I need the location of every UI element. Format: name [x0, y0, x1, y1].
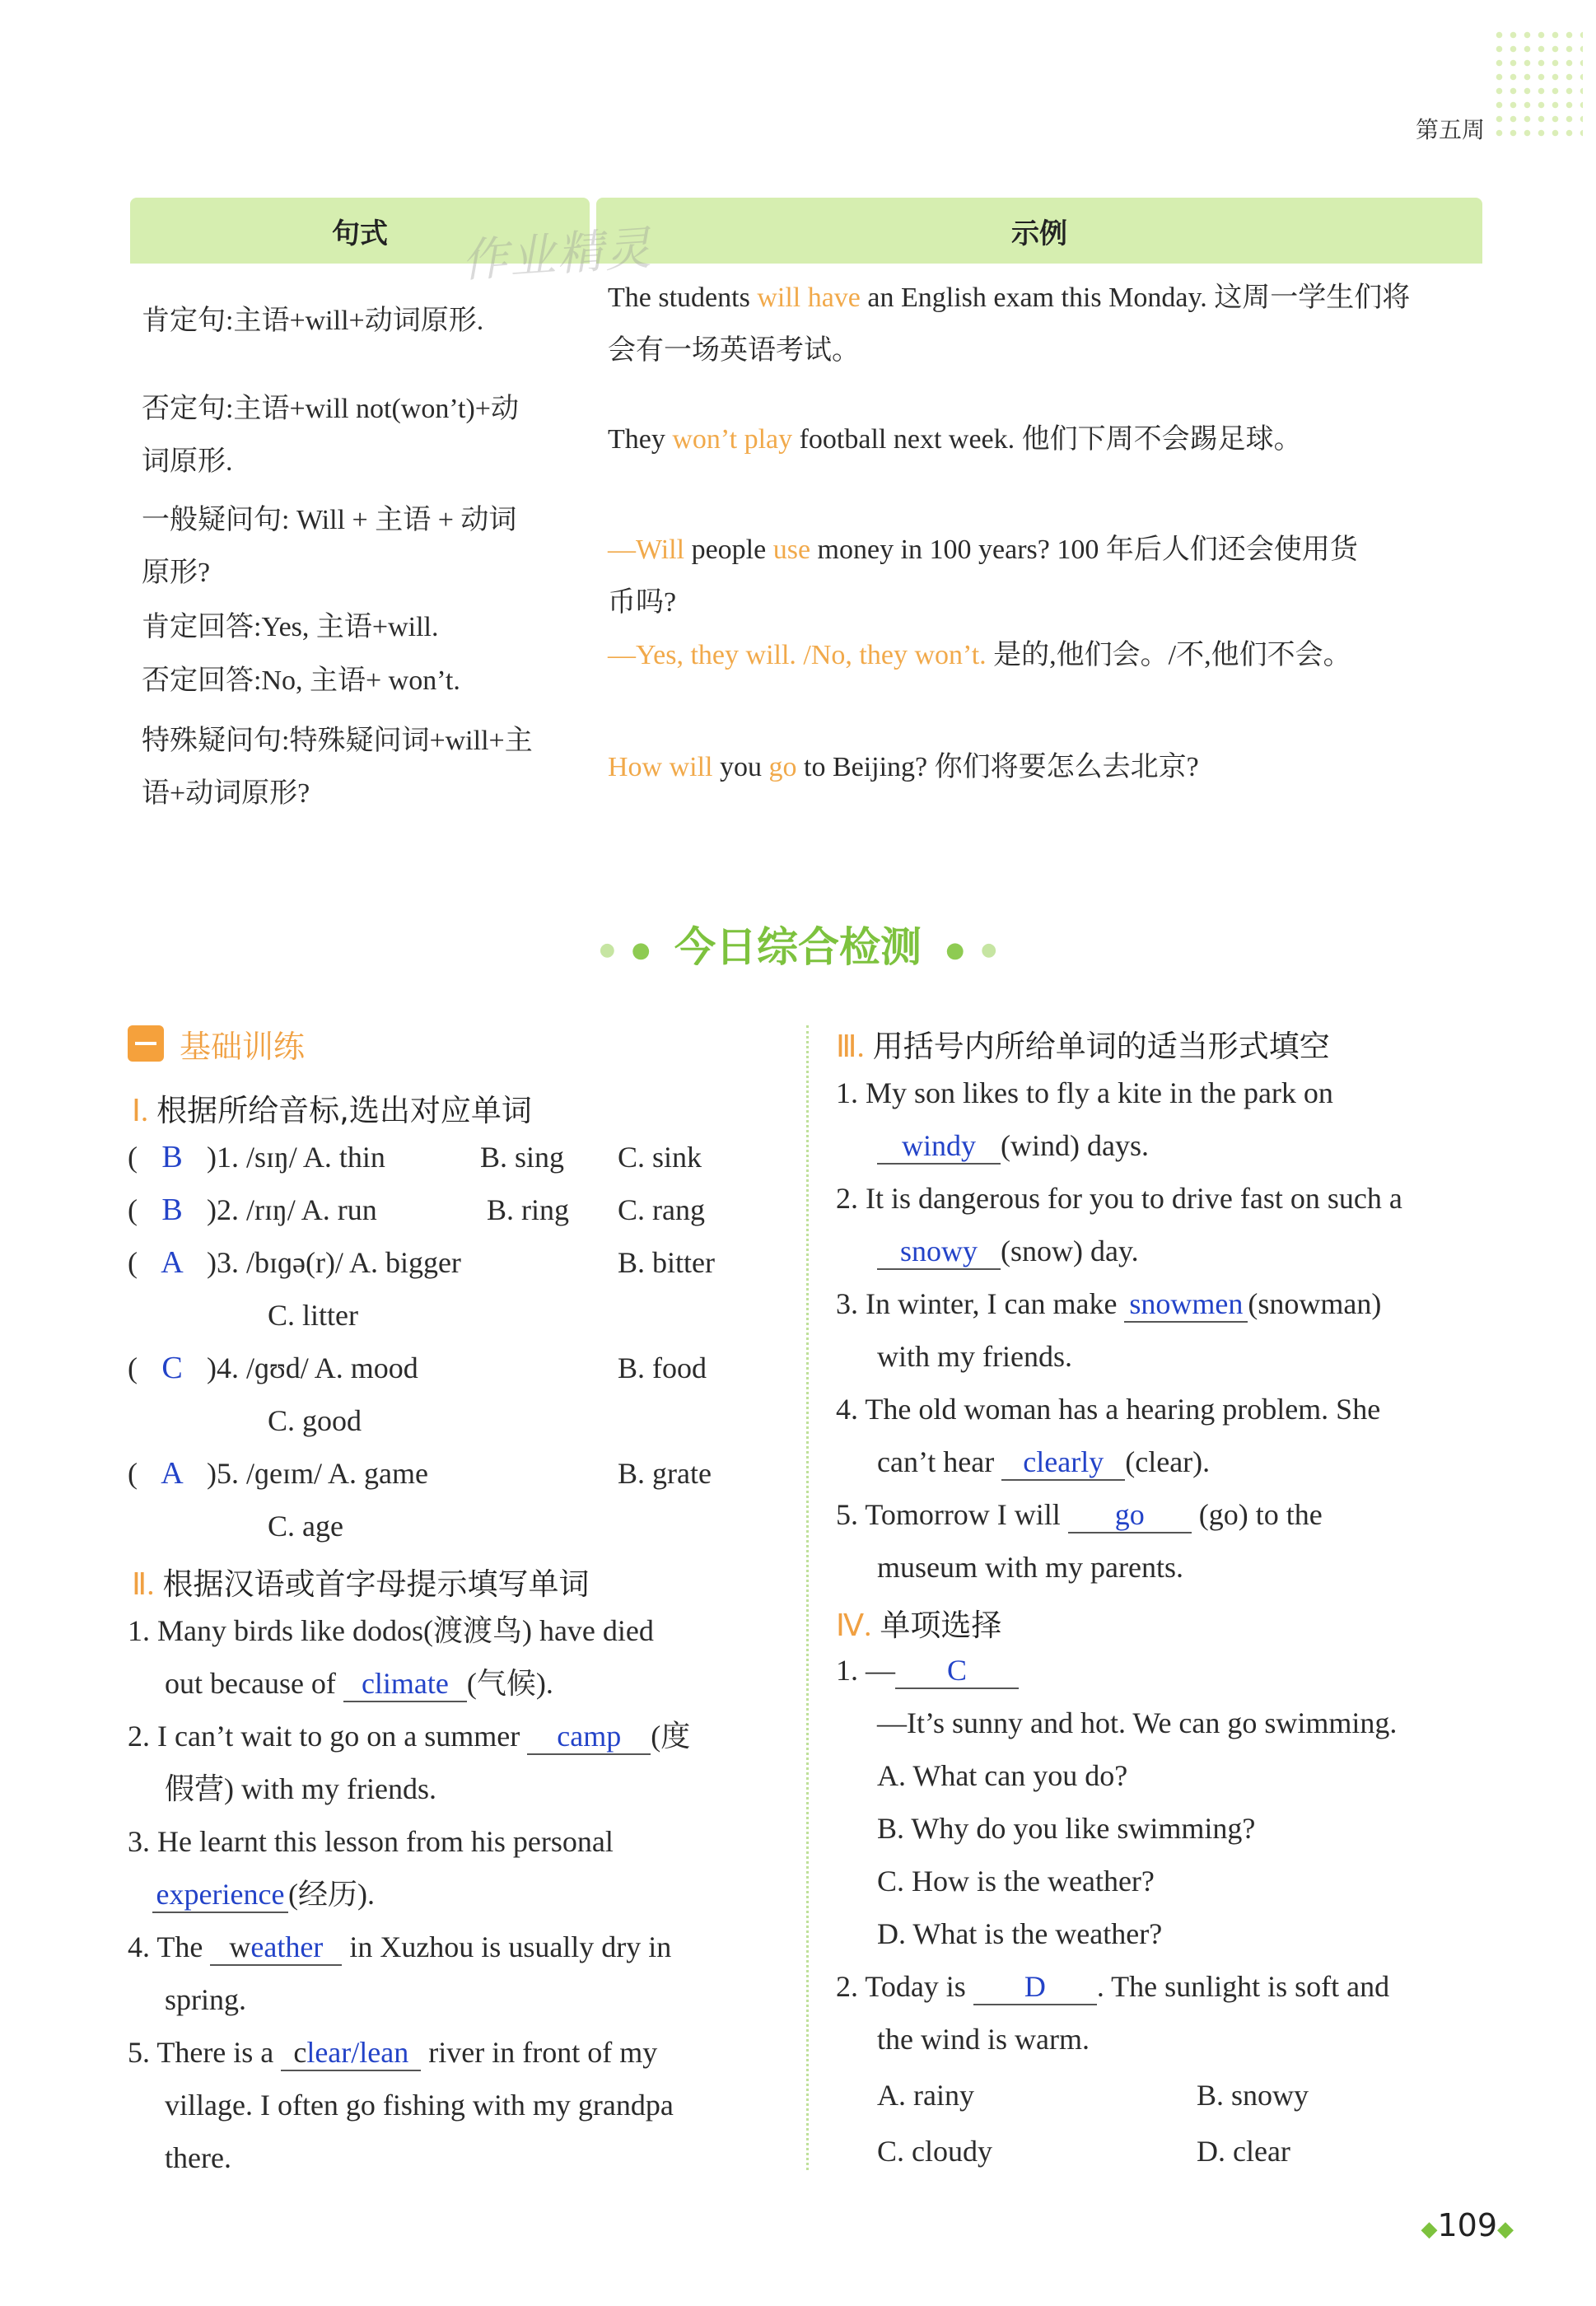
answer-blank: D: [973, 1969, 1097, 2005]
part3-q1-line1: 1. My son likes to fly a kite in the park on: [836, 1076, 1333, 1109]
pattern-negative: [142, 383, 586, 488]
answer-blank: snowmen: [1124, 1286, 1248, 1323]
part3-q2-line1: 2. It is dangerous for you to drive fast on such a: [836, 1182, 1402, 1215]
part1-q5: ( A )5. /ɡeɪm/ A. game B. grate: [128, 1456, 712, 1491]
answer-blank: snowy: [877, 1234, 1001, 1270]
answer-blank: clearly: [1001, 1445, 1125, 1481]
dot-icon: ●: [981, 940, 997, 960]
column-divider: [806, 1025, 809, 2170]
dot-icon: ●: [945, 937, 965, 963]
pattern-question-line2: 原形?: [142, 558, 211, 588]
part4-q1-option-c: C. How is the weather?: [877, 1865, 1155, 1898]
basic-training-label: 基础训练: [180, 1029, 306, 1065]
section-title: ● ● 今日综合检测 ● ●: [599, 923, 997, 971]
pattern-yes-answer: 肯定回答:Yes, 主语+will.: [142, 612, 439, 642]
pattern-wh-line1: 特殊疑问句:特殊疑问词+will+主: [142, 726, 533, 756]
week-label: 第五周: [1415, 116, 1485, 143]
part2-heading: Ⅱ. 根据汉语或首字母提示填写单词: [132, 1566, 590, 1602]
diamond-icon: ◆: [1421, 2217, 1438, 2242]
part1-q3: ( A )3. /bɪɡə(r)/ A. bigger B. bitter: [128, 1245, 715, 1280]
part1-q3-option-c: C. litter: [268, 1299, 358, 1332]
part4-q1-option-a: A. What can you do?: [877, 1759, 1128, 1792]
part2-q1-line1: 1. Many birds like dodos(渡渡鸟) have died: [128, 1614, 654, 1647]
answer-blank: weather: [210, 1930, 342, 1966]
part3-q3-line1: 3. In winter, I can make snowmen (snowman): [836, 1284, 1381, 1323]
answer-blank: C: [895, 1653, 1019, 1689]
part2-q4-line2: spring.: [165, 1983, 246, 2016]
answer-blank: camp: [527, 1719, 651, 1755]
part4-q2-option-a: A. rainy: [877, 2079, 974, 2112]
answer-blank: climate: [343, 1666, 467, 1702]
part4-q2-option-d: D. clear: [1197, 2135, 1290, 2168]
part1-q1: ( B )1. /sɪŋ/ A. thin B. sing C. sink: [128, 1140, 702, 1174]
part4-q2-option-b: B. snowy: [1197, 2079, 1309, 2112]
answer-blank: go: [1068, 1497, 1192, 1533]
answer-blank: windy: [877, 1128, 1001, 1165]
part1-heading: Ⅰ. 根据所给音标,选出对应单词: [132, 1093, 532, 1128]
dot-icon: ●: [631, 937, 651, 963]
part3-q1-line2: windy (wind) days.: [877, 1126, 1149, 1165]
part4-q1-line2: —It’s sunny and hot. We can go swimming.: [877, 1706, 1398, 1739]
diamond-icon: ◆: [1497, 2217, 1514, 2242]
part1-q4-option-c: C. good: [268, 1404, 362, 1437]
part2-q5-line3: there.: [165, 2141, 231, 2174]
part2-q1-line2: out because of climate (气候).: [165, 1664, 553, 1703]
part3-q2-line2: snowy (snow) day.: [877, 1231, 1139, 1271]
pattern-affirmative: 肯定句:主语+will+动词原形.: [142, 306, 484, 336]
part2-q4-line1: 4. The weather in Xuzhou is usually dry in: [128, 1927, 671, 1967]
example-negative: They won’t play football next week. 他们下周不会踢足球。: [608, 424, 1302, 455]
part2-q2-line2: 假营) with my friends.: [165, 1772, 436, 1805]
part3-q4-line1: 4. The old woman has a hearing problem. She: [836, 1393, 1381, 1426]
watermark: 作业精灵: [460, 221, 655, 289]
part3-heading: Ⅲ. 用括号内所给单词的适当形式填空: [836, 1029, 1330, 1064]
answer-blank: clear/lean: [281, 2035, 421, 2071]
dot-icon: ●: [599, 940, 615, 960]
table-header-example: 示例: [596, 198, 1482, 264]
decorative-dots: [1492, 28, 1583, 139]
part3-q5-line1: 5. Tomorrow I will go (go) to the: [836, 1495, 1323, 1534]
part2-q3-line1: 3. He learnt this lesson from his personal: [128, 1825, 614, 1858]
pattern-question-line1: 一般疑问句: Will + 主语 + 动词: [142, 505, 517, 535]
table-header-pattern: 句式: [130, 198, 590, 264]
pattern-no-answer: 否定回答:No, 主语+ won’t.: [142, 665, 460, 696]
part4-q1-option-d: D. What is the weather?: [877, 1917, 1163, 1950]
example-question: —Will people use money in 100 years? 100 年后人们还会使用货 币吗?: [608, 534, 1358, 618]
part4-q2-line1: 2. Today is D . The sunlight is soft and: [836, 1967, 1389, 2006]
minus-badge-icon: [128, 1025, 164, 1062]
part1-q4: ( C )4. /ɡʊd/ A. mood B. food: [128, 1351, 707, 1385]
part3-q3-line2: with my friends.: [877, 1340, 1072, 1373]
pattern-wh-line2: 语+动词原形?: [142, 778, 310, 809]
example-affirmative: The students will have an English exam this Monday. 这周一学生们将 会有一场英语考试。: [608, 282, 1411, 366]
part1-q2: ( B )2. /rɪŋ/ A. run B. ring C. rang: [128, 1193, 705, 1227]
part4-q1: 1. — C: [836, 1650, 1019, 1690]
part4-q1-option-b: B. Why do you like swimming?: [877, 1812, 1256, 1845]
pattern-negative-line1: 否定句:主语+will not(won’t)+动: [142, 394, 519, 424]
page-number: ◆109◆: [1421, 2207, 1514, 2243]
part3-q5-line2: museum with my parents.: [877, 1551, 1183, 1584]
pattern-negative-line2: 词原形.: [142, 446, 233, 477]
answer-blank: experience: [152, 1877, 288, 1913]
part4-heading: Ⅳ. 单项选择: [836, 1608, 1002, 1643]
pattern-wh-question: [142, 715, 586, 820]
pattern-question: [142, 494, 586, 600]
part2-q2-line1: 2. I can’t wait to go on a summer camp (度: [128, 1716, 690, 1756]
part1-q5-option-c: C. age: [268, 1510, 343, 1543]
example-wh-question: How will you go to Beijing? 你们将要怎么去北京?: [608, 752, 1199, 782]
part4-q2-option-c: C. cloudy: [877, 2135, 992, 2168]
part2-q5-line2: village. I often go fishing with my grandpa: [165, 2089, 674, 2122]
part3-q4-line2: can’t hear clearly (clear).: [877, 1442, 1210, 1482]
part2-q5-line1: 5. There is a clear/lean river in front of my: [128, 2033, 657, 2072]
part4-q2-line2: the wind is warm.: [877, 2023, 1090, 2056]
example-answers: —Yes, they will. /No, they won’t. 是的,他们会。/不,他们不会。: [608, 640, 1351, 670]
part2-q3-line2: experience (经历).: [152, 1874, 375, 1914]
